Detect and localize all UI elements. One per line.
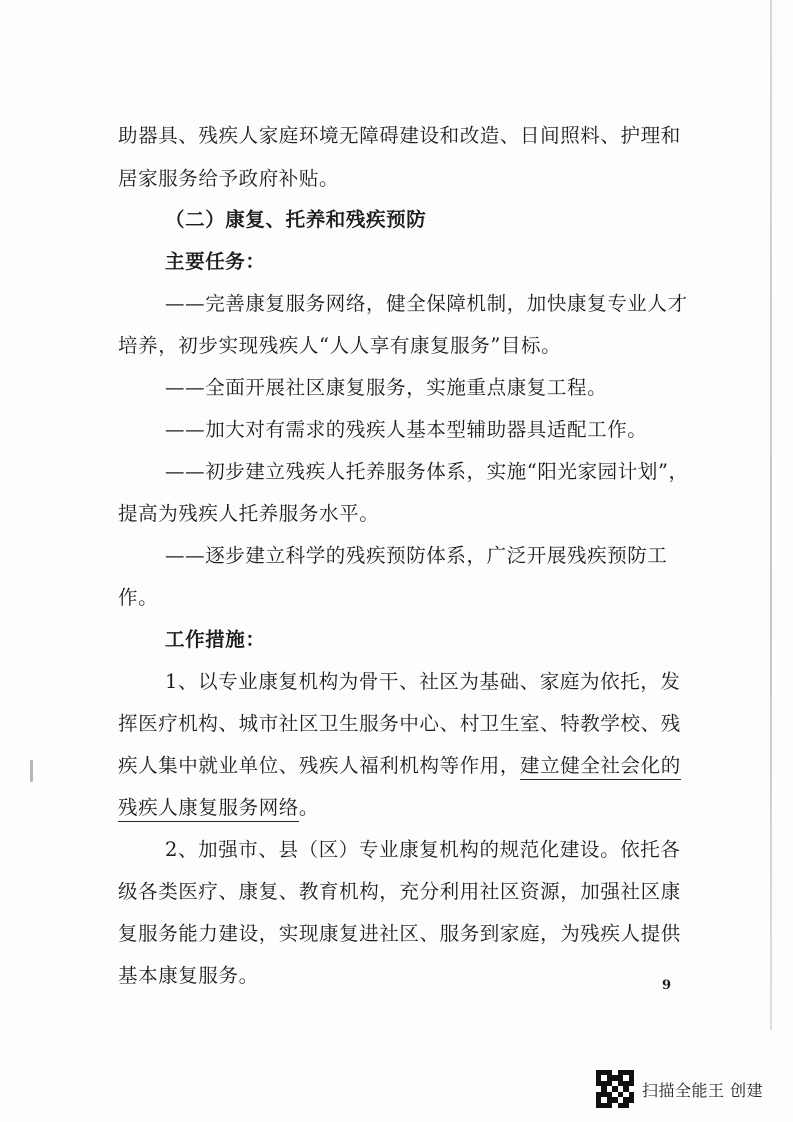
watermark-text: 扫描全能王 创建 <box>642 1080 764 1100</box>
subheading-main-tasks: 主要任务： <box>165 250 266 273</box>
subheading-work-measures: 工作措施： <box>165 628 266 651</box>
page-edge-shadow <box>770 0 772 1030</box>
text-line: 提高为残疾人托养服务水平。 <box>118 502 380 525</box>
underlined-text: 建立健全社会化的 <box>520 754 681 780</box>
scan-mark <box>30 760 33 782</box>
text-line: ——全面开展社区康复服务，实施重点康复工程。 <box>165 376 608 399</box>
text-line: 居家服务给予政府补贴。 <box>118 167 340 190</box>
qr-code-icon <box>596 1070 634 1108</box>
text-line: 基本康复服务。 <box>118 964 259 987</box>
text-line: 挥医疗机构、城市社区卫生服务中心、村卫生室、特教学校、残 <box>118 712 681 735</box>
text-line: 1、以专业康复机构为骨干、社区为基础、家庭为依托，发 <box>165 670 681 693</box>
text-line <box>118 796 319 820</box>
text-line: ——完善康复服务网络，健全保障机制，加快康复专业人才 <box>165 292 688 315</box>
scanner-watermark <box>596 1070 763 1108</box>
text-line: 助器具、残疾人家庭环境无障碍建设和改造、日间照料、护理和 <box>118 124 681 147</box>
section-heading: （二）康复、托养和残疾预防 <box>165 208 427 231</box>
page-number: 9 <box>662 978 672 993</box>
text-line: 复服务能力建设，实现康复进社区、服务到家庭，为残疾人提供 <box>118 922 681 945</box>
text-line: 2、加强市、县（区）专业康复机构的规范化建设。依托各 <box>165 838 681 861</box>
text-line: ——逐步建立科学的残疾预防体系，广泛开展残疾预防工 <box>165 544 668 567</box>
text-segment: 。 <box>298 796 320 819</box>
text-segment: 疾人集中就业单位、残疾人福利机构等作用， <box>118 754 521 777</box>
text-line: ——加大对有需求的残疾人基本型辅助器具适配工作。 <box>165 418 648 441</box>
text-line: 培养，初步实现残疾人“人人享有康复服务”目标。 <box>118 334 562 357</box>
text-line: 作。 <box>118 586 159 609</box>
underlined-text: 残疾人康复服务网络 <box>118 796 299 822</box>
text-line: 级各类医疗、康复、教育机构，充分利用社区资源，加强社区康 <box>118 880 681 903</box>
text-line <box>118 754 681 778</box>
text-line: ——初步建立残疾人托养服务体系，实施“阳光家园计划”， <box>165 460 689 483</box>
